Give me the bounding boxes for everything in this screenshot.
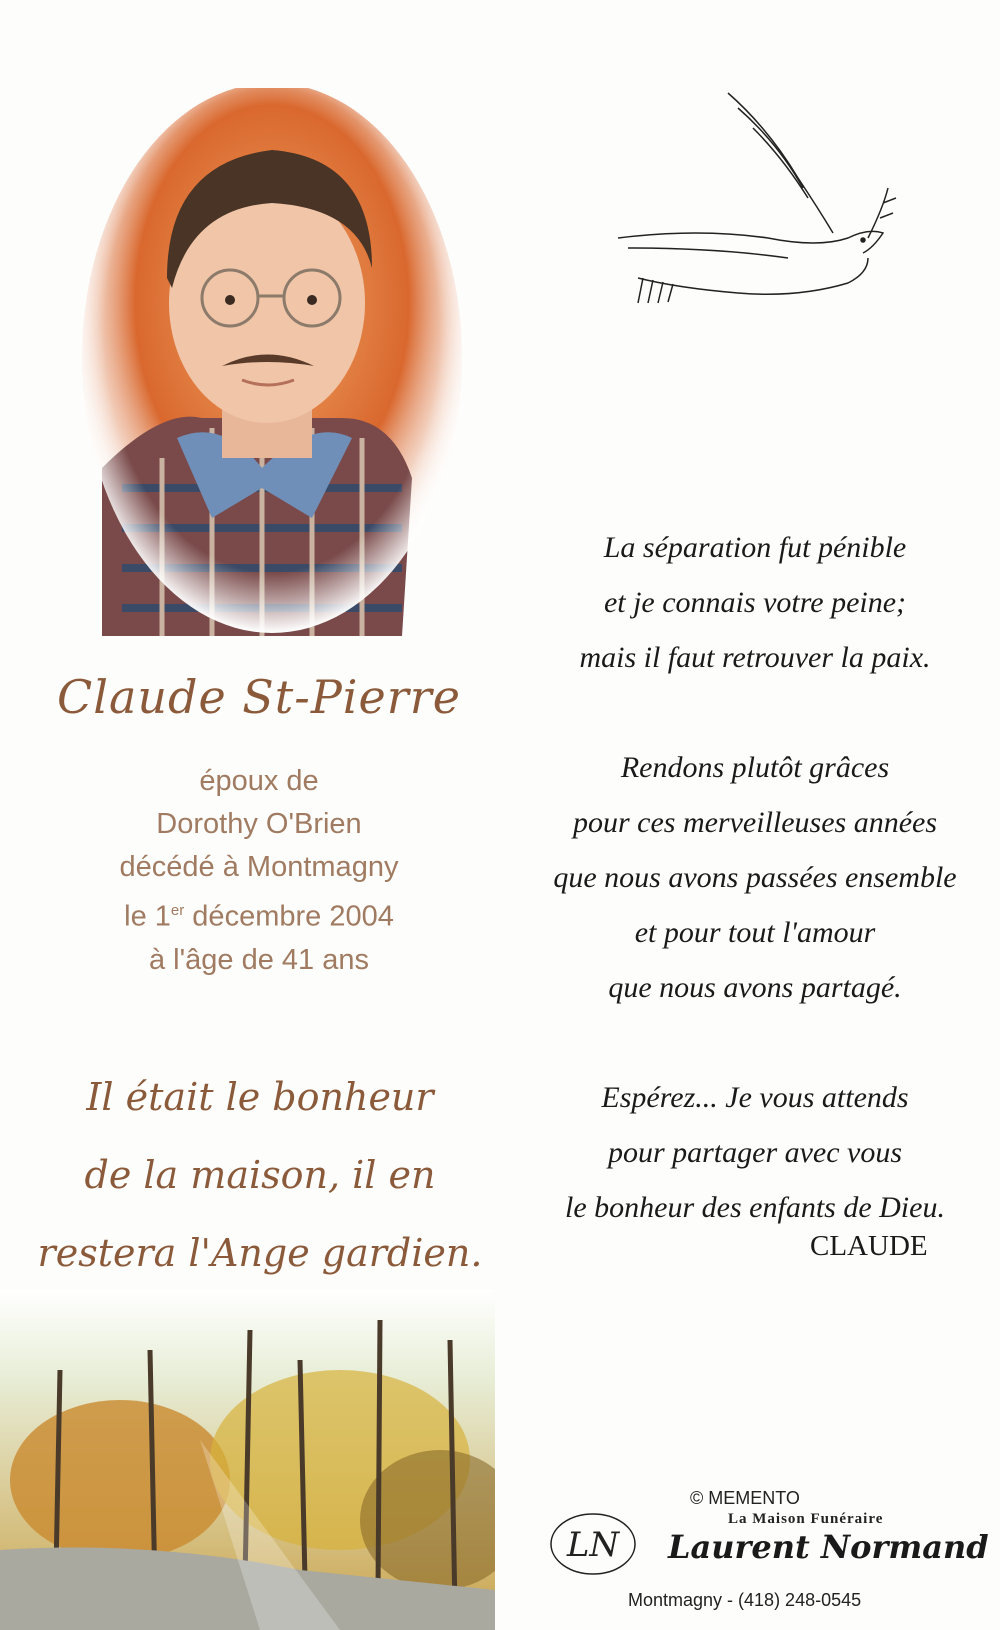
memorial-quote xyxy=(10,1058,510,1292)
poem-line: que nous avons passées ensemble xyxy=(553,861,957,894)
poem-line: pour partager avec vous xyxy=(607,1136,903,1169)
bio-line: décédé à Montmagny xyxy=(119,851,399,883)
logo-initials: LN xyxy=(566,1525,620,1565)
forest-path-image xyxy=(0,1290,495,1630)
poem-line: le bonheur des enfants de Dieu. xyxy=(565,1191,945,1224)
quote-line: Il était le bonheur xyxy=(86,1075,434,1119)
poem-line: que nous avons partagé. xyxy=(608,971,902,1004)
quote-line: restera l'Ange gardien. xyxy=(37,1231,483,1275)
memento-credit: © MEMENTO xyxy=(690,1488,800,1508)
poem-signature: CLAUDE xyxy=(810,1230,928,1262)
bio-line: époux de xyxy=(199,765,319,797)
dove-illustration xyxy=(618,88,918,318)
bio-month-year: décembre 2004 xyxy=(184,900,394,933)
bio-day: le 1 xyxy=(124,900,171,933)
poem xyxy=(520,520,990,1235)
bio-line-date xyxy=(20,889,498,939)
poem-line: La séparation fut pénible xyxy=(603,531,907,564)
poem-line: mais il faut retrouver la paix. xyxy=(579,641,931,674)
funeral-home-name: Laurent Normand xyxy=(668,1528,989,1566)
funeral-home-contact: Montmagny - (418) 248-0545 xyxy=(628,1590,862,1610)
deceased-name: Claude St-Pierre xyxy=(57,670,461,724)
funeral-home-label: La Maison Funéraire xyxy=(728,1511,884,1527)
poem-line: Rendons plutôt grâces xyxy=(620,751,890,784)
biography xyxy=(20,760,498,982)
quote-line: de la maison, il en xyxy=(84,1153,436,1197)
stanza-break xyxy=(520,685,990,740)
poem-line: et pour tout l'amour xyxy=(634,916,876,949)
funeral-home-logo xyxy=(548,1510,638,1578)
portrait-photo xyxy=(82,88,462,636)
bio-line: Dorothy O'Brien xyxy=(156,808,362,840)
poem-line: et je connais votre peine; xyxy=(603,586,907,619)
stanza-break xyxy=(520,1015,990,1070)
poem-line: pour ces merveilleuses années xyxy=(572,806,938,839)
bio-ordinal: er xyxy=(170,902,185,919)
poem-line: Espérez... Je vous attends xyxy=(601,1081,909,1114)
bio-line: à l'âge de 41 ans xyxy=(149,943,369,976)
